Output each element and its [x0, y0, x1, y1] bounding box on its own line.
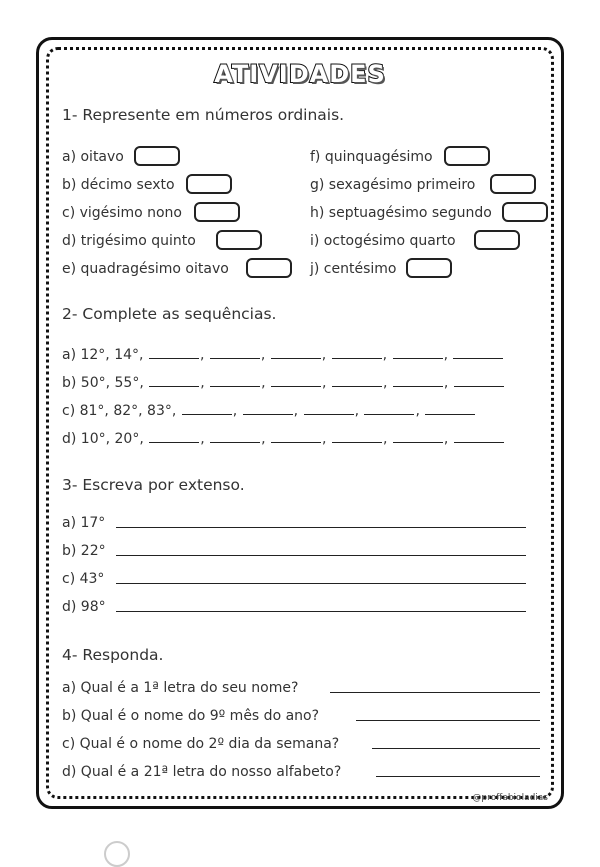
q2-blank[interactable]	[364, 402, 414, 415]
q3-row-c: c) 43°	[62, 571, 105, 587]
q4-answer-line-c[interactable]	[372, 748, 540, 749]
q2-blank[interactable]	[210, 430, 260, 443]
q4-answer-line-a[interactable]	[330, 692, 540, 693]
q1-item-i: i) octogésimo quarto	[310, 233, 456, 249]
q4-answer-line-d[interactable]	[376, 776, 540, 777]
section-4-heading: 4- Responda.	[62, 646, 164, 664]
q2-row-b: b) 50°, 55°, , , , , ,	[62, 374, 505, 391]
q2-blank[interactable]	[149, 374, 199, 387]
section-1-heading: 1- Represente em números ordinais.	[62, 106, 345, 124]
q4-row-d: d) Qual é a 21ª letra do nosso alfabeto?	[62, 764, 342, 780]
q2-blank[interactable]	[149, 346, 199, 359]
q2-blank[interactable]	[332, 374, 382, 387]
q1-answer-box-g[interactable]	[490, 174, 536, 194]
q2-blank[interactable]	[271, 430, 321, 443]
q3-answer-line-b[interactable]	[116, 555, 526, 556]
author-credit: @proffabioladias	[472, 793, 548, 803]
q1-item-h: h) septuagésimo segundo	[310, 205, 492, 221]
q2-blank[interactable]	[149, 430, 199, 443]
q1-answer-box-c[interactable]	[194, 202, 240, 222]
q2-blank[interactable]	[210, 346, 260, 359]
page-title: ATIVIDADES	[214, 60, 386, 88]
q2-blank[interactable]	[393, 430, 443, 443]
q1-item-b: b) décimo sexto	[62, 177, 175, 193]
q2-row-c-label: c) 81°, 82°, 83°,	[62, 403, 177, 419]
q2-blank[interactable]	[454, 374, 504, 387]
q1-answer-box-i[interactable]	[474, 230, 520, 250]
q2-blank[interactable]	[243, 402, 293, 415]
q1-item-g: g) sexagésimo primeiro	[310, 177, 476, 193]
q1-answer-box-f[interactable]	[444, 146, 490, 166]
q2-blank[interactable]	[454, 430, 504, 443]
q1-item-f: f) quinquagésimo	[310, 149, 433, 165]
section-3-heading: 3- Escreva por extenso.	[62, 476, 245, 494]
q1-item-a: a) oitavo	[62, 149, 124, 165]
q2-row-a: a) 12°, 14°, , , , , ,	[62, 346, 504, 363]
q2-blank[interactable]	[271, 346, 321, 359]
q4-row-c: c) Qual é o nome do 2º dia da semana?	[62, 736, 340, 752]
q4-row-a: a) Qual é a 1ª letra do seu nome?	[62, 680, 299, 696]
q1-answer-box-j[interactable]	[406, 258, 452, 278]
q2-blank[interactable]	[332, 430, 382, 443]
circle-icon	[104, 841, 130, 867]
q1-item-j: j) centésimo	[310, 261, 397, 277]
q1-answer-box-d[interactable]	[216, 230, 262, 250]
q1-item-e: e) quadragésimo oitavo	[62, 261, 229, 277]
q4-answer-line-b[interactable]	[356, 720, 540, 721]
q1-item-c: c) vigésimo nono	[62, 205, 182, 221]
q2-blank[interactable]	[271, 374, 321, 387]
q1-answer-box-a[interactable]	[134, 146, 180, 166]
q2-blank[interactable]	[393, 346, 443, 359]
q3-answer-line-c[interactable]	[116, 583, 526, 584]
q2-row-d: d) 10°, 20°, , , , , ,	[62, 430, 505, 447]
q4-row-b: b) Qual é o nome do 9º mês do ano?	[62, 708, 320, 724]
q2-row-c: c) 81°, 82°, 83°, , , , ,	[62, 402, 476, 419]
section-2-heading: 2- Complete as sequências.	[62, 305, 277, 323]
q1-answer-box-h[interactable]	[502, 202, 548, 222]
q2-row-b-label: b) 50°, 55°,	[62, 375, 144, 391]
q2-blank[interactable]	[425, 402, 475, 415]
q1-answer-box-e[interactable]	[246, 258, 292, 278]
q3-answer-line-d[interactable]	[116, 611, 526, 612]
q2-row-a-label: a) 12°, 14°,	[62, 347, 144, 363]
q3-answer-line-a[interactable]	[116, 527, 526, 528]
q2-blank[interactable]	[304, 402, 354, 415]
q1-answer-box-b[interactable]	[186, 174, 232, 194]
q3-row-b: b) 22°	[62, 543, 106, 559]
q2-blank[interactable]	[393, 374, 443, 387]
q2-row-d-label: d) 10°, 20°,	[62, 431, 144, 447]
q2-blank[interactable]	[332, 346, 382, 359]
q3-row-d: d) 98°	[62, 599, 106, 615]
q3-row-a: a) 17°	[62, 515, 106, 531]
q2-blank[interactable]	[210, 374, 260, 387]
q2-blank[interactable]	[182, 402, 232, 415]
q1-item-d: d) trigésimo quinto	[62, 233, 196, 249]
q2-blank[interactable]	[453, 346, 503, 359]
